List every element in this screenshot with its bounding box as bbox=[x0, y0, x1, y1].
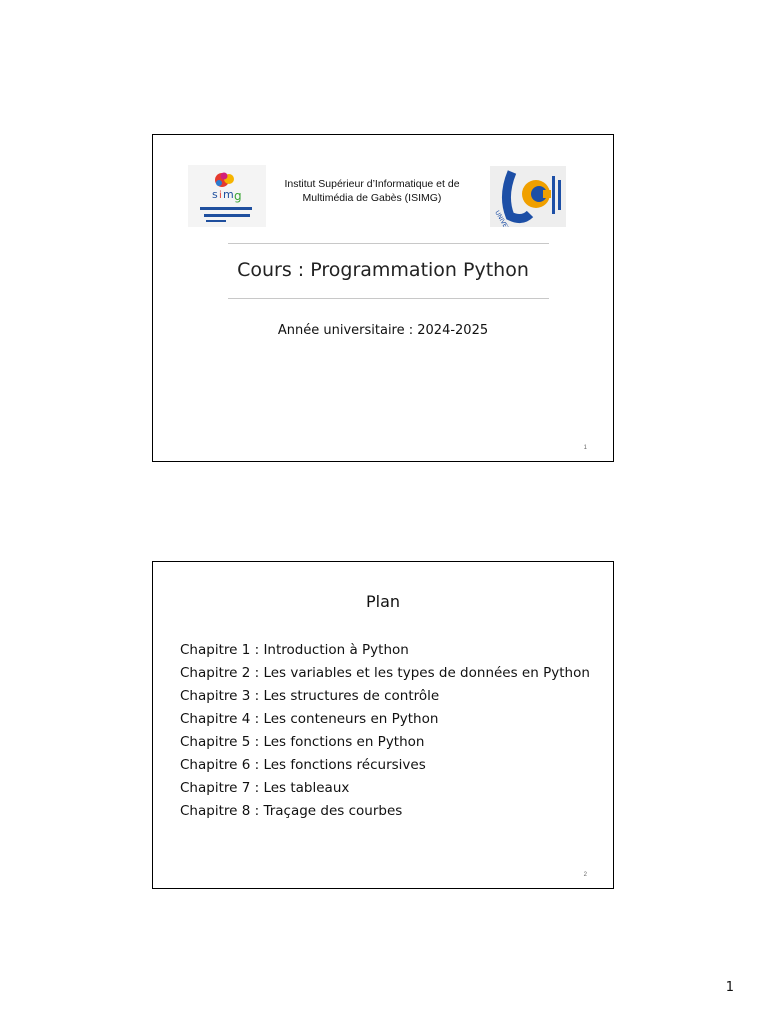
svg-text:s: s bbox=[212, 188, 218, 201]
chapter-item: Chapitre 6 : Les fonctions récursives bbox=[180, 757, 426, 773]
slide-number: 1 bbox=[583, 445, 587, 451]
institute-name: Institut Supérieur d’Informatique et de Multimédia de Gabès (ISIMG) bbox=[284, 178, 460, 204]
chapter-item: Chapitre 4 : Les conteneurs en Python bbox=[180, 711, 439, 727]
chapter-item: Chapitre 2 : Les variables et les types de données en Python bbox=[180, 665, 590, 681]
course-title: Cours : Programmation Python bbox=[237, 259, 529, 281]
academic-year: Année universitaire : 2024-2025 bbox=[277, 323, 489, 338]
slide-2 bbox=[152, 561, 614, 889]
slide-number: 2 bbox=[583, 872, 587, 878]
slide-1 bbox=[152, 134, 614, 462]
chapter-list bbox=[180, 639, 590, 823]
svg-text:m: m bbox=[223, 188, 234, 201]
isimg-logo bbox=[188, 165, 266, 227]
title-divider-bottom bbox=[228, 298, 549, 299]
svg-text:i: i bbox=[219, 190, 222, 201]
plan-title: Plan bbox=[365, 592, 401, 611]
page-number: 1 bbox=[725, 980, 734, 995]
chapter-item: Chapitre 5 : Les fonctions en Python bbox=[180, 734, 425, 750]
chapter-item: Chapitre 3 : Les structures de contrôle bbox=[180, 688, 440, 704]
university-gabes-logo bbox=[490, 166, 566, 227]
svg-text:g: g bbox=[234, 189, 242, 203]
chapter-item: Chapitre 1 : Introduction à Python bbox=[180, 642, 409, 658]
title-divider-top bbox=[228, 243, 549, 244]
chapter-item: Chapitre 8 : Traçage des courbes bbox=[180, 803, 403, 819]
svg-text:UNIVERSITE: UNIVERSITE bbox=[493, 209, 518, 227]
chapter-item: Chapitre 7 : Les tableaux bbox=[180, 780, 350, 796]
